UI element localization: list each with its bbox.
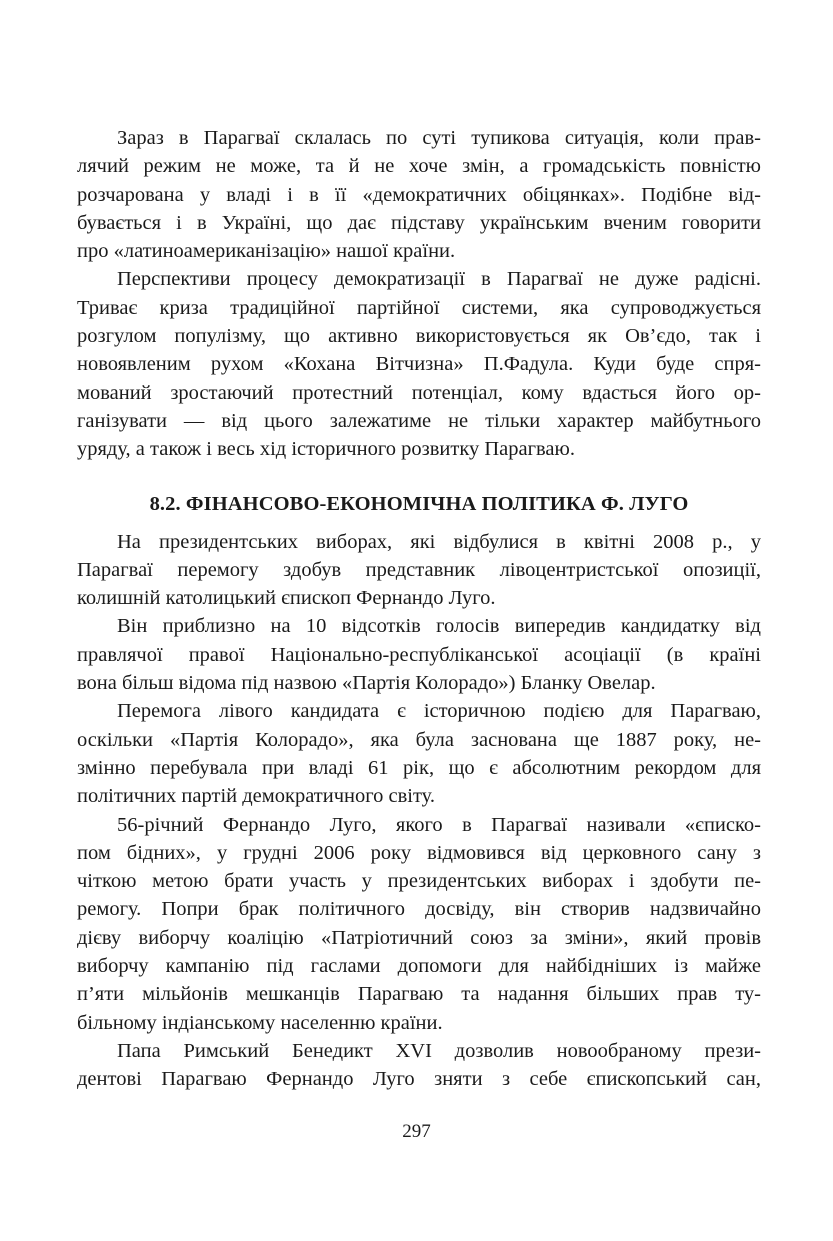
text-line: дієву виборчу коаліцію «Патріотичний союз за зміни», який провів: [77, 926, 761, 949]
text-line: політичних партій демократичного світу.: [77, 785, 435, 808]
text-line: розгулом популізму, що активно використовується як Ов’єдо, так і: [77, 325, 761, 348]
text-line: чіткою метою брати участь у президентських виборах і здобути пе-: [77, 870, 761, 893]
text-line: колишній католицький єпископ Фернандо Луго.: [77, 587, 496, 610]
text-line: дентові Парагваю Фернандо Луго зняти з себе єпископський сан,: [77, 1068, 761, 1091]
text-line: виборчу кампанію під гаслами допомоги для найбідніших із майже: [77, 955, 761, 978]
text-line: Він приблизно на 10 відсотків голосів випередив кандидатку від: [117, 615, 761, 638]
text-line: вона більш відома під назвою «Партія Колорадо») Бланку Овелар.: [77, 672, 656, 695]
text-line: ремогу. Попри брак політичного досвіду, він створив надзвичайно: [77, 898, 761, 921]
text-line: п’яти мільйонів мешканців Парагваю та надання більших прав ту-: [77, 983, 761, 1006]
text-line: оскільки «Партія Колорадо», яка була заснована ще 1887 року, не-: [77, 728, 761, 751]
text-line: бувається і в Україні, що дає підставу українським вченим говорити: [77, 211, 761, 234]
page-body: [77, 124, 761, 1094]
text-line: Триває криза традиційної партійної системи, яка супроводжується: [77, 296, 761, 319]
top-text-block: [77, 124, 761, 464]
section-heading: 8.2. ФІНАНСОВО-ЕКОНОМІЧНА ПОЛІТИКА Ф. ЛУГО: [149, 492, 689, 515]
text-line: більному індіанському населенню країни.: [77, 1011, 443, 1034]
text-line: уряду, а також і весь хід історичного розвитку Парагваю.: [77, 438, 575, 461]
text-line: розчарована у владі і в її «демократичних обіцянках». Подібне від-: [77, 183, 761, 206]
text-line: ганізувати — від цього залежатиме не тільки характер майбутнього: [77, 409, 761, 432]
text-line: Папа Римський Бенедикт XVI дозволив новообраному прези-: [117, 1039, 761, 1062]
text-line: Перемога лівого кандидата є історичною подією для Парагваю,: [117, 700, 761, 723]
text-line: лячий режим не може, та й не хоче змін, а громадськість повністю: [77, 155, 761, 178]
text-line: На президентських виборах, які відбулися в квітні 2008 р., у: [117, 530, 761, 553]
text-line: Парагваї перемогу здобув представник лівоцентристської опозиції,: [77, 558, 761, 581]
text-line: Зараз в Парагваї склалась по суті тупикова ситуація, коли прав-: [117, 127, 761, 149]
text-line: правлячої правої Національно-республіканської асоціації (в країні: [77, 643, 761, 666]
text-line: 56-річний Фернандо Луго, якого в Парагваї називали «єписко-: [117, 813, 761, 836]
text-line: мований зростаючий протестний потенціал, кому вдасться його ор-: [77, 381, 761, 404]
text-line: новоявленим рухом «Кохана Вітчизна» П.Фадула. Куди буде спря-: [77, 353, 761, 376]
page-number: 297: [402, 1121, 431, 1142]
bottom-text-block: [77, 528, 761, 1094]
text-line: Перспективи процесу демократизації в Парагваї не дуже радісні.: [117, 268, 761, 291]
text-line: про «латиноамериканізацію» нашої країни.: [77, 240, 456, 263]
text-line: пом бідних», у грудні 2006 року відмовився від церковного сану з: [77, 841, 761, 864]
text-line: змінно перебувала при владі 61 рік, що є абсолютним рекордом для: [77, 756, 761, 779]
